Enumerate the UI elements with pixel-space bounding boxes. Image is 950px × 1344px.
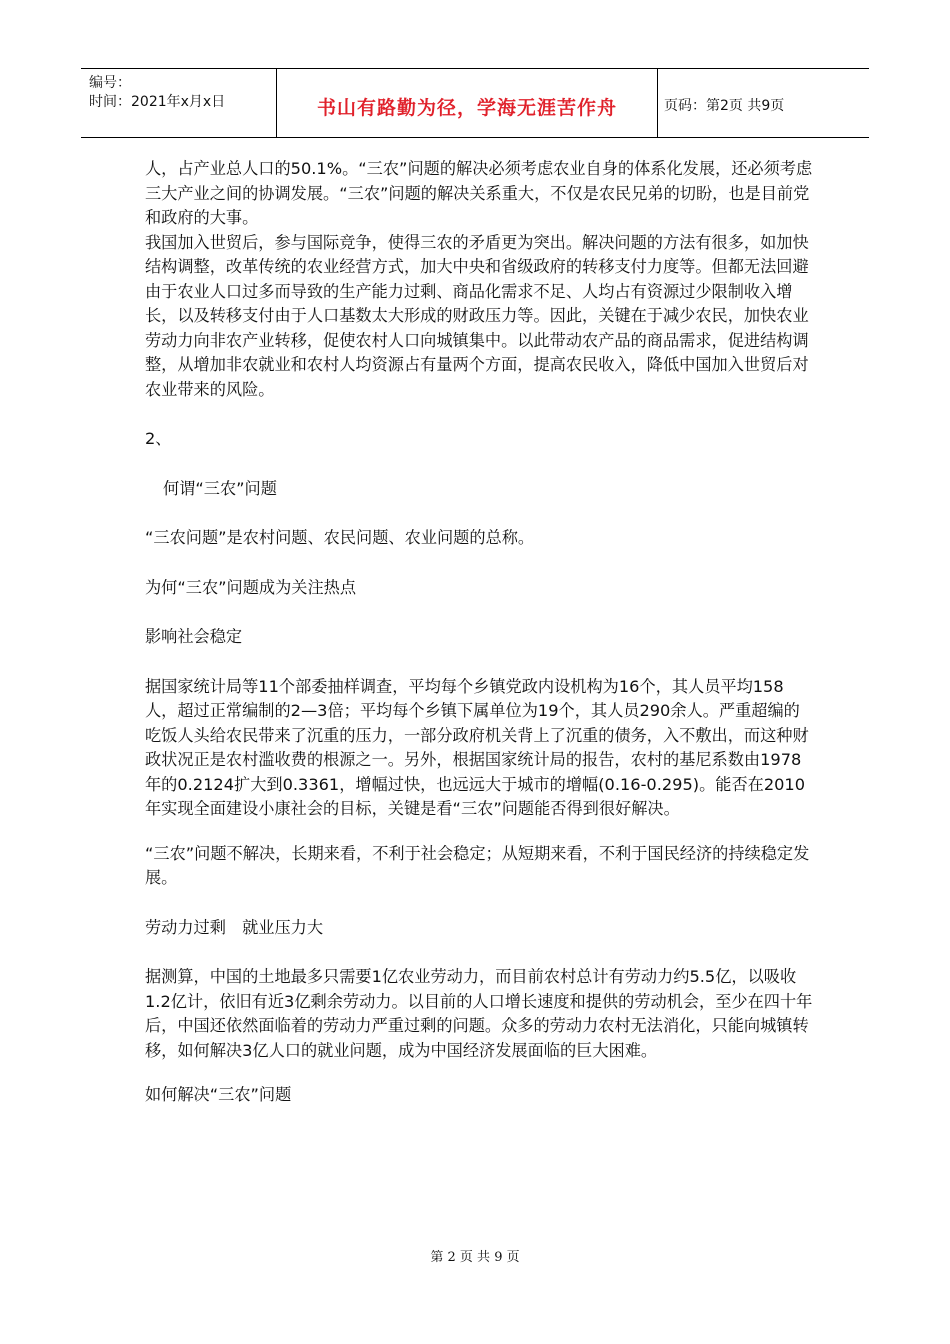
subsection-heading: 影响社会稳定: [145, 627, 243, 646]
page-header: [81, 68, 869, 138]
body-paragraph: 人，占产业总人口的50.1%。“三农”问题的解决必须考虑农业自身的体系化发展，还必须考虑三大产业之间的协调发展。“三农”问题的解决关系重大，不仅是农民兄弟的切盼，也是目前党和政府的大事。: [145, 159, 813, 227]
document-date: 时间：2021年x月x日: [89, 94, 226, 110]
body-paragraph: 我国加入世贸后，参与国际竞争，使得三农的矛盾更为突出。解决问题的方法有很多，如加快结构调整，改革传统的农业经营方式，加大中央和省级政府的转移支付力度等。但都无法回避由于农业人口过多而导致的生产能力过剩、商品化需求不足、人均占有资源过少限制收入增长，以及转移支付由于人口基数太大形成的财政压力等。因此，关键在于减少农民，加快农业劳动力向非农产业转移，促使农村人口向城镇集中。以此带动农产品的商品需求，促进结构调整，从增加非农就业和农村人均资源占有量两个方面，提高农民收入，降低中国加入世贸后对农业带来的风险。: [145, 232, 809, 399]
page-footer: 第 2 页 共 9 页: [430, 1250, 520, 1265]
subsection-heading: 如何解决“三农”问题: [145, 1085, 292, 1104]
header-page-number: 页码：第2页 共9页: [664, 98, 785, 114]
document-code-label: 编号：: [89, 75, 131, 91]
body-paragraph: 据测算，中国的土地最多只需要1亿农业劳动力，而目前农村总计有劳动力约5.5亿，以吸收1.2亿计，依旧有近3亿剩余劳动力。以目前的人口增长速度和提供的劳动机会，至少在四十年后，中国还依然面临着的劳动力严重过剩的问题。众多的劳动力农村无法消化，只能向城镇转移，如何解决3亿人口的就业问题，成为中国经济发展面临的巨大困难。: [145, 967, 813, 1060]
document-body: [145, 157, 815, 1108]
header-meta-cell: [81, 69, 277, 137]
section-number: 2、: [145, 429, 172, 448]
definition-paragraph: “三农问题”是农村问题、农民问题、农业问题的总称。: [145, 528, 535, 547]
subsection-heading: 为何“三农”问题成为关注热点: [145, 577, 357, 597]
body-paragraph: 据国家统计局等11个部委抽样调查，平均每个乡镇党政内设机构为16个，其人员平均158人，超过正常编制的2—3倍；平均每个乡镇下属单位为19个，其人员290余人。严重超编的吃饭人头给农民带来了沉重的压力，一部分政府机关背上了沉重的债务，入不敷出，而这种财政状况正是农村滥收费的根源之一。另外，根据国家统计局的报告，农村的基尼系数由1978年的0.2124扩大到0.3361，增幅过快，也远远大于城市的增幅(0.16-0.295)。能否在2010年实现全面建设小康社会的目标，关键是看“三农”问题能否得到很好解决。: [145, 676, 809, 818]
section-heading: 何谓“三农”问题: [163, 478, 277, 498]
header-motto: 书山有路勤为径，学海无涯苦作舟: [316, 97, 617, 119]
header-motto-cell: [277, 69, 658, 137]
subsection-heading: 劳动力过剩 就业压力大: [145, 917, 324, 937]
header-page-cell: [658, 69, 869, 137]
body-paragraph: “三农”问题不解决，长期来看，不利于社会稳定；从短期来看，不利于国民经济的持续稳定发展。: [145, 843, 810, 887]
